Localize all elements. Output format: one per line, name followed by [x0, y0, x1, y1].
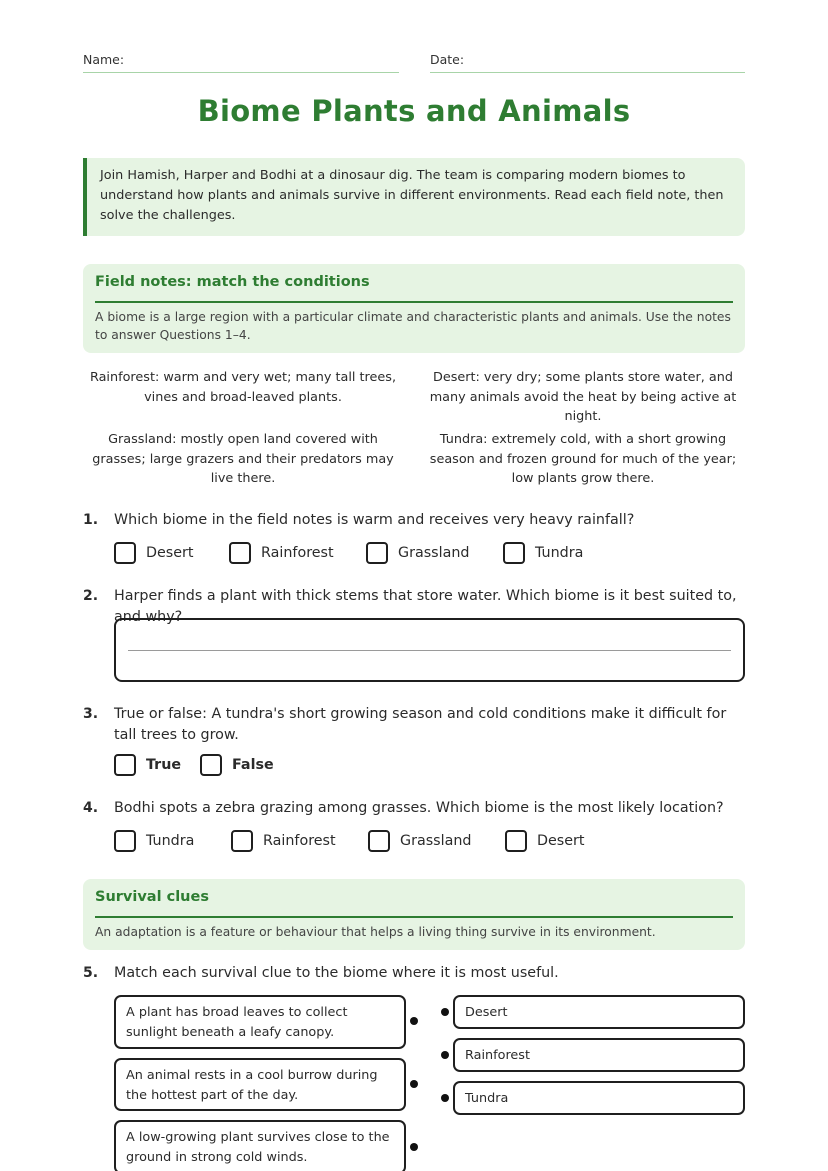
match-clue-2[interactable]: An animal rests in a cool burrow during the hottest part of the day. — [114, 1058, 406, 1111]
checkbox[interactable] — [503, 542, 525, 564]
option-label: Grassland — [398, 545, 470, 561]
connector-dot[interactable] — [410, 1143, 418, 1151]
name-field[interactable] — [83, 52, 399, 73]
checkbox[interactable] — [200, 754, 222, 776]
option-grassland[interactable] — [366, 542, 470, 564]
question-number: 3. — [83, 706, 99, 722]
field-note-desert: Desert: very dry; some plants store water, and many animals avoid the heat by being active at night. — [429, 370, 737, 424]
match-biome-desert[interactable]: Desert — [453, 995, 745, 1029]
option-desert[interactable] — [114, 542, 194, 564]
checkbox[interactable] — [231, 830, 253, 852]
option-grassland[interactable] — [368, 830, 472, 852]
section-description: An adaptation is a feature or behaviour that helps a living thing survive in its environment. — [95, 925, 656, 939]
option-desert[interactable] — [505, 830, 585, 852]
option-tundra[interactable] — [503, 542, 583, 564]
question-number: 2. — [83, 588, 99, 604]
section-description: A biome is a large region with a particular climate and characteristic plants and animals. Use the notes to answer Questions 1–4. — [95, 310, 731, 342]
question-number: 4. — [83, 800, 99, 816]
option-rainforest[interactable] — [231, 830, 336, 852]
checkbox[interactable] — [114, 542, 136, 564]
answer-box[interactable] — [114, 618, 745, 682]
checkbox[interactable] — [114, 754, 136, 776]
connector-dot[interactable] — [441, 1008, 449, 1016]
section-title: Field notes: match the conditions — [95, 264, 733, 303]
intro-callout: Join Hamish, Harper and Bodhi at a dinosaur dig. The team is comparing modern biomes to understand how plants and animals survive in different environments. Read each field note, then solve the challenges. — [83, 158, 745, 236]
checkbox[interactable] — [366, 542, 388, 564]
checkbox[interactable] — [368, 830, 390, 852]
option-label: Grassland — [400, 833, 472, 849]
page-title: Biome Plants and Animals — [197, 94, 631, 128]
question-number: 1. — [83, 512, 99, 528]
connector-dot[interactable] — [441, 1094, 449, 1102]
match-clue-3[interactable]: A low-growing plant survives close to the ground in strong cold winds. — [114, 1120, 406, 1171]
field-note-rainforest: Rainforest: warm and very wet; many tall trees, vines and broad-leaved plants. — [89, 370, 397, 405]
section-title: Survival clues — [95, 879, 733, 918]
question-text: Harper finds a plant with thick stems that store water. Which biome is it best suited to, and why? — [114, 588, 737, 625]
match-biome-rainforest[interactable]: Rainforest — [453, 1038, 745, 1072]
answer-line — [128, 650, 731, 651]
field-note-tundra: Tundra: extremely cold, with a short growing season and frozen ground for much of the year; low plants grow there. — [429, 432, 737, 486]
option-label: Desert — [537, 833, 585, 849]
option-label: True — [146, 757, 182, 773]
question-text: Bodhi spots a zebra grazing among grasses. Which biome is the most likely location? — [114, 800, 724, 816]
option-label: Tundra — [146, 833, 195, 849]
option-label: Rainforest — [261, 545, 334, 561]
option-label: Tundra — [535, 545, 584, 561]
question-text: True or false: A tundra's short growing season and cold conditions make it difficult for tall trees to grow. — [114, 706, 727, 743]
connector-dot[interactable] — [410, 1017, 418, 1025]
field-note-grassland: Grassland: mostly open land covered with grasses; large grazers and their predators may live there. — [92, 432, 394, 486]
connector-dot[interactable] — [441, 1051, 449, 1059]
option-label: False — [232, 757, 274, 773]
section-field-notes — [83, 264, 745, 353]
question-text: Which biome in the field notes is warm and receives very heavy rainfall? — [114, 512, 635, 528]
option-rainforest[interactable] — [229, 542, 334, 564]
match-clue-1[interactable]: A plant has broad leaves to collect sunlight beneath a leafy canopy. — [114, 995, 406, 1049]
option-tundra[interactable] — [114, 830, 194, 852]
option-true[interactable] — [114, 754, 181, 776]
checkbox[interactable] — [229, 542, 251, 564]
option-label: Rainforest — [263, 833, 336, 849]
name-label: Name: — [83, 52, 125, 67]
option-false[interactable] — [200, 754, 274, 776]
date-label: Date: — [430, 52, 465, 67]
section-survival-clues — [83, 879, 745, 950]
connector-dot[interactable] — [410, 1080, 418, 1088]
date-field[interactable] — [430, 52, 745, 73]
question-text: Match each survival clue to the biome where it is most useful. — [114, 965, 559, 981]
checkbox[interactable] — [505, 830, 527, 852]
checkbox[interactable] — [114, 830, 136, 852]
option-label: Desert — [146, 545, 194, 561]
match-biome-tundra[interactable]: Tundra — [453, 1081, 745, 1115]
question-number: 5. — [83, 965, 99, 981]
